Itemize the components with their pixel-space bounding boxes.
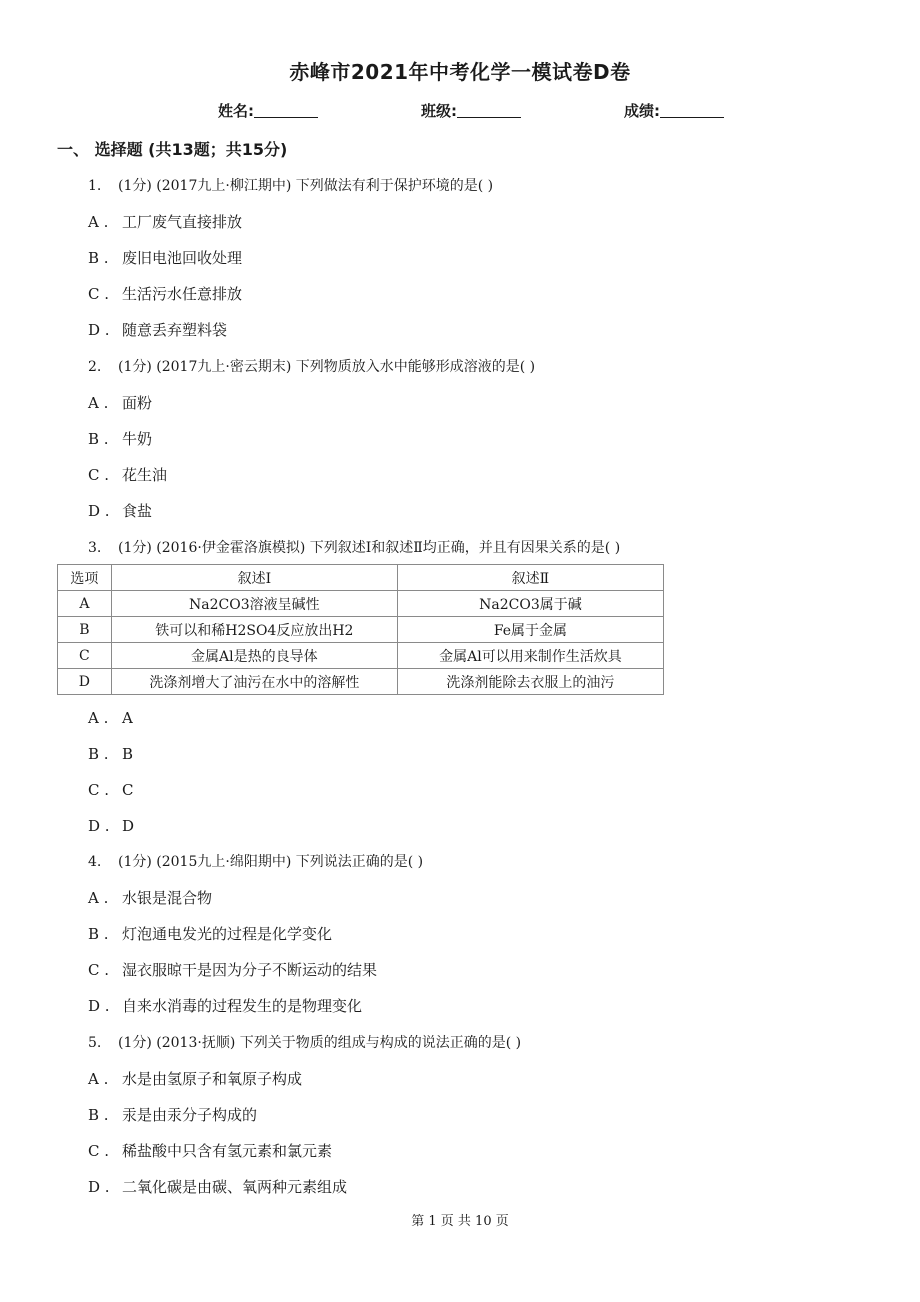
option-text: 花生油: [122, 466, 168, 484]
question-3-option-c[interactable]: [88, 781, 133, 799]
question-5-option-d[interactable]: [88, 1176, 347, 1197]
question-text: (1分) (2017九上·密云期末) 下列物质放入水中能够形成溶液的是( ): [118, 359, 536, 375]
option-text: B: [122, 745, 134, 763]
question-1: [88, 175, 493, 195]
option-label: C .: [88, 781, 110, 799]
option-label: D .: [88, 321, 110, 339]
option-label: C .: [88, 961, 110, 979]
question-text: (1分) (2016·伊金霍洛旗模拟) 下列叙述Ⅰ和叙述Ⅱ均正确，并且有因果关系的是( ): [118, 540, 621, 556]
option-text: 废旧电池回收处理: [122, 249, 243, 267]
option-label: C .: [88, 285, 110, 303]
option-label: B .: [88, 249, 109, 267]
question-number: 3.: [88, 540, 102, 556]
table-cell: 洗涤剂能除去衣服上的油污: [397, 669, 663, 695]
section-heading: 一、 选择题 (共13题；共15分): [57, 140, 288, 159]
question-5-option-b[interactable]: [88, 1104, 257, 1125]
question-number: 2.: [88, 359, 102, 375]
table-cell: C: [58, 643, 112, 669]
score-blank[interactable]: [660, 103, 724, 118]
score-label: 成绩:: [624, 102, 660, 120]
option-label: A .: [88, 394, 109, 412]
question-2-option-a[interactable]: [88, 392, 152, 413]
option-label: B .: [88, 1106, 109, 1124]
question-4-option-a[interactable]: [88, 887, 212, 908]
question-1-option-a[interactable]: [88, 211, 242, 232]
table-row: [58, 591, 664, 617]
option-text: 二氧化碳是由碳、氧两种元素组成: [122, 1178, 348, 1196]
option-text: 随意丢弃塑料袋: [122, 321, 228, 339]
option-label: C .: [88, 1142, 110, 1160]
question-2-option-d[interactable]: [88, 500, 152, 521]
table-cell: A: [58, 591, 112, 617]
table-header-cell: 叙述Ⅱ: [397, 565, 663, 591]
question-3-option-d[interactable]: [88, 817, 134, 835]
option-text: 面粉: [122, 394, 153, 412]
question-4-option-c[interactable]: [88, 959, 377, 980]
table-cell: D: [58, 669, 112, 695]
class-blank[interactable]: [457, 103, 521, 118]
option-text: 工厂废气直接排放: [122, 213, 243, 231]
option-text: 灯泡通电发光的过程是化学变化: [122, 925, 333, 943]
question-1-option-b[interactable]: [88, 247, 242, 268]
table-cell: 金属Al可以用来制作生活炊具: [397, 643, 663, 669]
score-field: [624, 100, 724, 121]
option-text: D: [122, 817, 135, 835]
table-cell: Fe属于金属: [397, 617, 663, 643]
option-label: D .: [88, 817, 110, 835]
question-number: 1.: [88, 178, 102, 194]
option-text: 稀盐酸中只含有氢元素和氯元素: [122, 1142, 333, 1160]
question-5-option-a[interactable]: [88, 1068, 302, 1089]
option-text: 生活污水任意排放: [122, 285, 243, 303]
table-row: [58, 643, 664, 669]
table-cell: 铁可以和稀H2SO4反应放出H2: [111, 617, 397, 643]
table-cell: B: [58, 617, 112, 643]
table-cell: Na2CO3属于碱: [397, 591, 663, 617]
option-label: A .: [88, 1070, 109, 1088]
question-3-option-b[interactable]: [88, 745, 133, 763]
option-label: A .: [88, 213, 109, 231]
table-cell: Na2CO3溶液呈碱性: [111, 591, 397, 617]
option-text: 汞是由汞分子构成的: [122, 1106, 258, 1124]
name-field: [218, 100, 318, 121]
statement-table: [57, 564, 664, 695]
option-label: D .: [88, 1178, 110, 1196]
table-header-cell: 叙述Ⅰ: [111, 565, 397, 591]
question-4-option-d[interactable]: [88, 995, 362, 1016]
class-field: [421, 100, 521, 121]
question-2: [88, 356, 535, 376]
question-number: 5.: [88, 1035, 102, 1051]
question-1-option-d[interactable]: [88, 319, 227, 340]
question-2-option-b[interactable]: [88, 428, 152, 449]
question-text: (1分) (2017九上·柳江期中) 下列做法有利于保护环境的是( ): [118, 178, 494, 194]
question-4-option-b[interactable]: [88, 923, 332, 944]
class-label: 班级:: [421, 102, 457, 120]
option-label: C .: [88, 466, 110, 484]
option-text: 牛奶: [122, 430, 153, 448]
question-number: 4.: [88, 854, 102, 870]
option-text: 食盐: [122, 502, 153, 520]
option-label: A .: [88, 889, 109, 907]
table-header-row: [58, 565, 664, 591]
option-label: A .: [88, 709, 109, 727]
option-label: B .: [88, 745, 109, 763]
option-label: D .: [88, 502, 110, 520]
option-text: A: [122, 709, 133, 727]
question-4: [88, 851, 423, 871]
table-cell: 洗涤剂增大了油污在水中的溶解性: [111, 669, 397, 695]
question-text: (1分) (2013·抚顺) 下列关于物质的组成与构成的说法正确的是( ): [118, 1035, 522, 1051]
question-text: (1分) (2015九上·绵阳期中) 下列说法正确的是( ): [118, 854, 424, 870]
option-text: 水银是混合物: [122, 889, 213, 907]
table-cell: 金属Al是热的良导体: [111, 643, 397, 669]
option-text: 水是由氢原子和氧原子构成: [122, 1070, 303, 1088]
table-row: [58, 669, 664, 695]
table-row: [58, 617, 664, 643]
option-text: 自来水消毒的过程发生的是物理变化: [122, 997, 363, 1015]
option-label: D .: [88, 997, 110, 1015]
page-footer: 第 1 页 共 10 页: [411, 1214, 509, 1229]
option-label: B .: [88, 430, 109, 448]
question-3: [88, 537, 620, 557]
option-text: 湿衣服晾干是因为分子不断运动的结果: [122, 961, 378, 979]
option-label: B .: [88, 925, 109, 943]
question-5: [88, 1032, 521, 1052]
option-text: C: [122, 781, 134, 799]
table-header-cell: 选项: [58, 565, 112, 591]
name-blank[interactable]: [254, 103, 318, 118]
question-1-option-c[interactable]: [88, 283, 242, 304]
question-5-option-c[interactable]: [88, 1140, 332, 1161]
page-title: 赤峰市2021年中考化学一模试卷D卷: [289, 60, 631, 84]
question-2-option-c[interactable]: [88, 464, 167, 485]
name-label: 姓名:: [218, 102, 254, 120]
question-3-option-a[interactable]: [88, 709, 133, 727]
